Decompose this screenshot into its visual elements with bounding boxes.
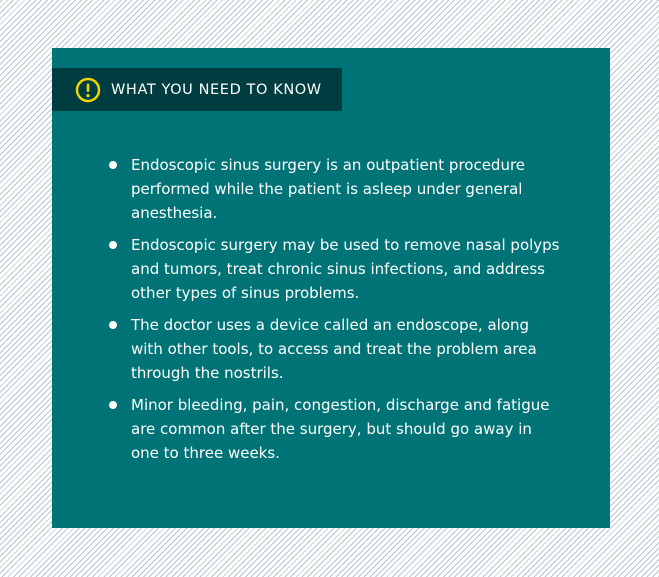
info-callout-panel [52,48,610,528]
callout-header [52,68,342,111]
bullet-dot-icon [109,241,117,249]
list-item-text: Endoscopic sinus surgery is an outpatient procedure performed while the patient is asleep under general anesthesia. [131,156,526,222]
bullet-dot-icon [109,321,117,329]
list-item-text: Minor bleeding, pain, congestion, discharge and fatigue are common after the surgery, but should go away in one to three weeks. [131,396,550,462]
callout-title: WHAT YOU NEED TO KNOW [111,81,322,98]
list-item [108,233,563,305]
list-item [108,313,563,385]
exclamation-circle-icon [75,77,101,103]
bullet-dot-icon [109,161,117,169]
list-item-text: The doctor uses a device called an endoscope, along with other tools, to access and treat the problem area through the nostrils. [131,316,537,382]
list-item [108,393,563,465]
key-points-list [108,153,563,473]
list-item-text: Endoscopic surgery may be used to remove nasal polyps and tumors, treat chronic sinus infections, and address other types of sinus problems. [131,236,560,302]
list-item [108,153,563,225]
bullet-dot-icon [109,401,117,409]
